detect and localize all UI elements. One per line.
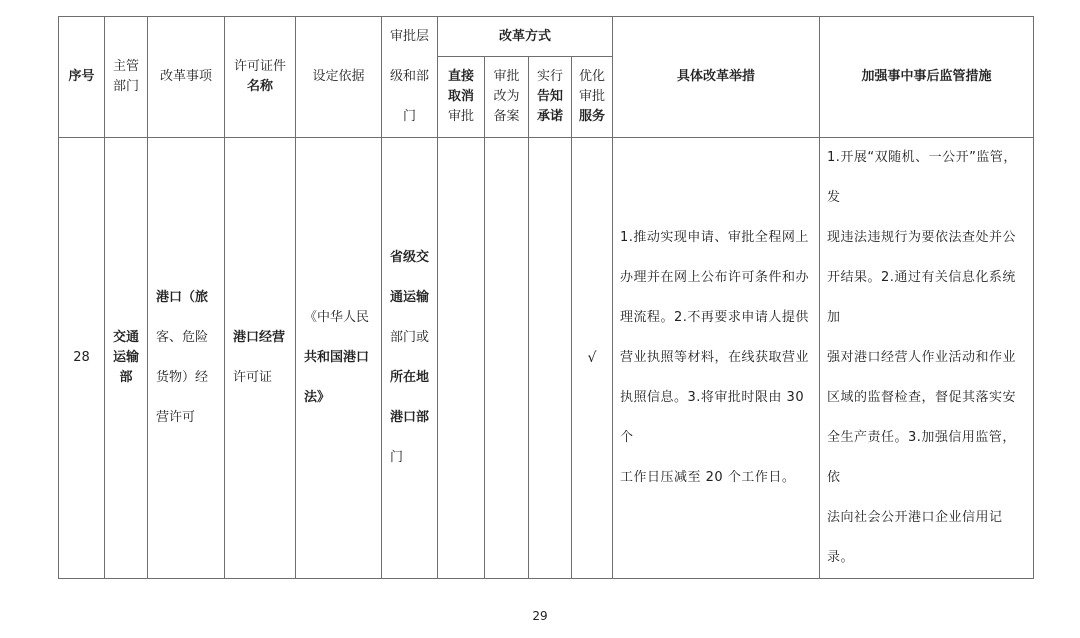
row-dept: 交通 运输 部 <box>105 138 148 579</box>
row-mark-promise <box>529 138 572 579</box>
header-item: 改革事项 <box>148 17 225 138</box>
header-method-optimize: 优化 审批 服务 <box>572 57 613 138</box>
table-row <box>59 138 1034 579</box>
header-measures: 具体改革举措 <box>613 17 820 138</box>
row-license: 港口经营 许可证 <box>225 138 296 579</box>
header-license: 许可证件 名称 <box>225 17 296 138</box>
header-seq: 序号 <box>59 17 105 138</box>
header-supervision: 加强事中事后监管措施 <box>820 17 1034 138</box>
row-basis: 《中华人民 共和国港口 法》 <box>296 138 382 579</box>
header-method-group: 改革方式 <box>438 17 613 57</box>
header-method-record: 审批 改为 备案 <box>485 57 529 138</box>
page-number: 29 <box>532 609 548 623</box>
row-seq: 28 <box>59 138 105 579</box>
reform-table <box>58 16 1034 579</box>
header-basis: 设定依据 <box>296 17 382 138</box>
row-mark-cancel <box>438 138 485 579</box>
row-measures: 1.推动实现申请、审批全程网上 办理并在网上公布许可条件和办 理流程。2.不再要求申请人提供 营业执照等材料，在线获取营业 执照信息。3.将审批时限由 30 个 工作日压减至 20 个工作日。 <box>613 138 820 579</box>
header-method-cancel: 直接 取消 审批 <box>438 57 485 138</box>
header-method-promise: 实行 告知 承诺 <box>529 57 572 138</box>
header-level: 审批层 级和部 门 <box>382 17 438 138</box>
row-supervision: 1.开展“双随机、一公开”监管，发 现违法违规行为要依法查处并公 开结果。2.通过有关信息化系统加 强对港口经营人作业活动和作业 区域的监督检查，督促其落实安 全生产责任。3.加强信用监管，依 法向社会公开港口企业信用记 录。 <box>820 138 1034 579</box>
row-mark-optimize: √ <box>572 138 613 579</box>
row-level: 省级交 通运输 部门或 所在地 港口部 门 <box>382 138 438 579</box>
header-row-top <box>59 17 1034 57</box>
row-item: 港口（旅 客、危险 货物）经 营许可 <box>148 138 225 579</box>
row-mark-record <box>485 138 529 579</box>
header-dept: 主管 部门 <box>105 17 148 138</box>
